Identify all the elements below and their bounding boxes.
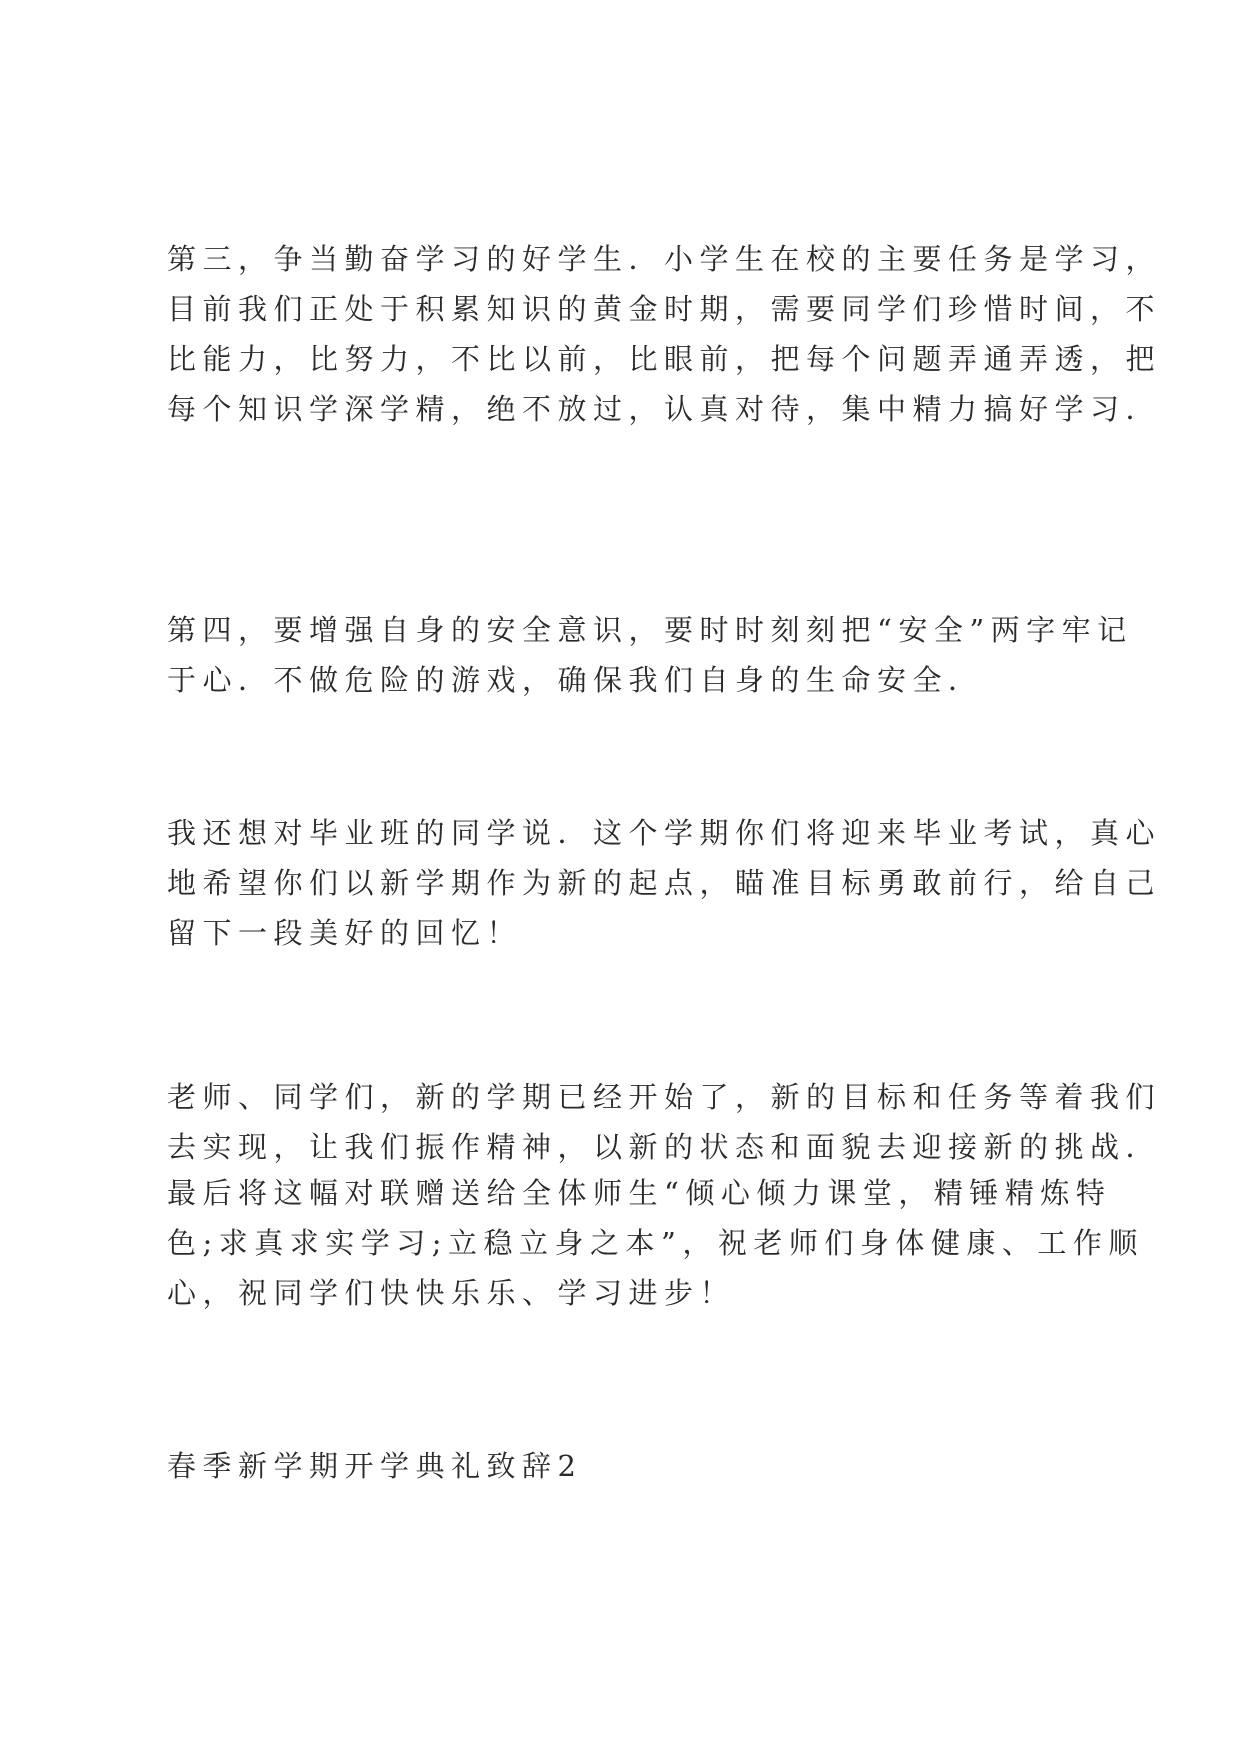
text-line: 去实现，让我们振作精神，以新的状态和面貌去迎接新的挑战．	[167, 1130, 1162, 1164]
paragraph-closing-remarks	[167, 1072, 1162, 1318]
text-line: 留下一段美好的回忆！	[167, 916, 523, 950]
section-heading	[167, 1441, 1097, 1491]
paragraph-diligent-study	[167, 234, 1162, 434]
text-line: 色;求真求实学习;立稳立身之本”，祝老师们身体健康、工作顺	[167, 1226, 1144, 1260]
text-line: 第三，争当勤奋学习的好学生．小学生在校的主要任务是学习，	[167, 242, 1162, 276]
text-line: 老师、同学们，新的学期已经开始了，新的目标和任务等着我们	[167, 1080, 1162, 1114]
text-line: 比能力，比努力，不比以前，比眼前，把每个问题弄通弄透，把	[167, 342, 1162, 376]
paragraph-graduating-class	[167, 808, 1162, 958]
text-line: 目前我们正处于积累知识的黄金时期，需要同学们珍惜时间，不	[167, 292, 1162, 326]
text-line: 心，祝同学们快快乐乐、学习进步！	[167, 1276, 736, 1310]
text-line: 每个知识学深学精，绝不放过，认真对待，集中精力搞好学习．	[167, 392, 1162, 426]
text-line: 最后将这幅对联赠送给全体师生“倾心倾力课堂，精锤精炼特	[167, 1176, 1112, 1210]
text-line: 于心．不做危险的游戏，确保我们自身的生命安全．	[167, 663, 984, 697]
text-line: 我还想对毕业班的同学说．这个学期你们将迎来毕业考试，真心	[167, 816, 1162, 850]
paragraph-safety-awareness	[167, 605, 1133, 705]
text-line: 地希望你们以新学期作为新的起点，瞄准目标勇敢前行，给自己	[167, 866, 1162, 900]
text-line: 第四，要增强自身的安全意识，要时时刻刻把“安全”两字牢记	[167, 613, 1133, 647]
heading-text: 春季新学期开学典礼致辞2	[167, 1449, 583, 1483]
